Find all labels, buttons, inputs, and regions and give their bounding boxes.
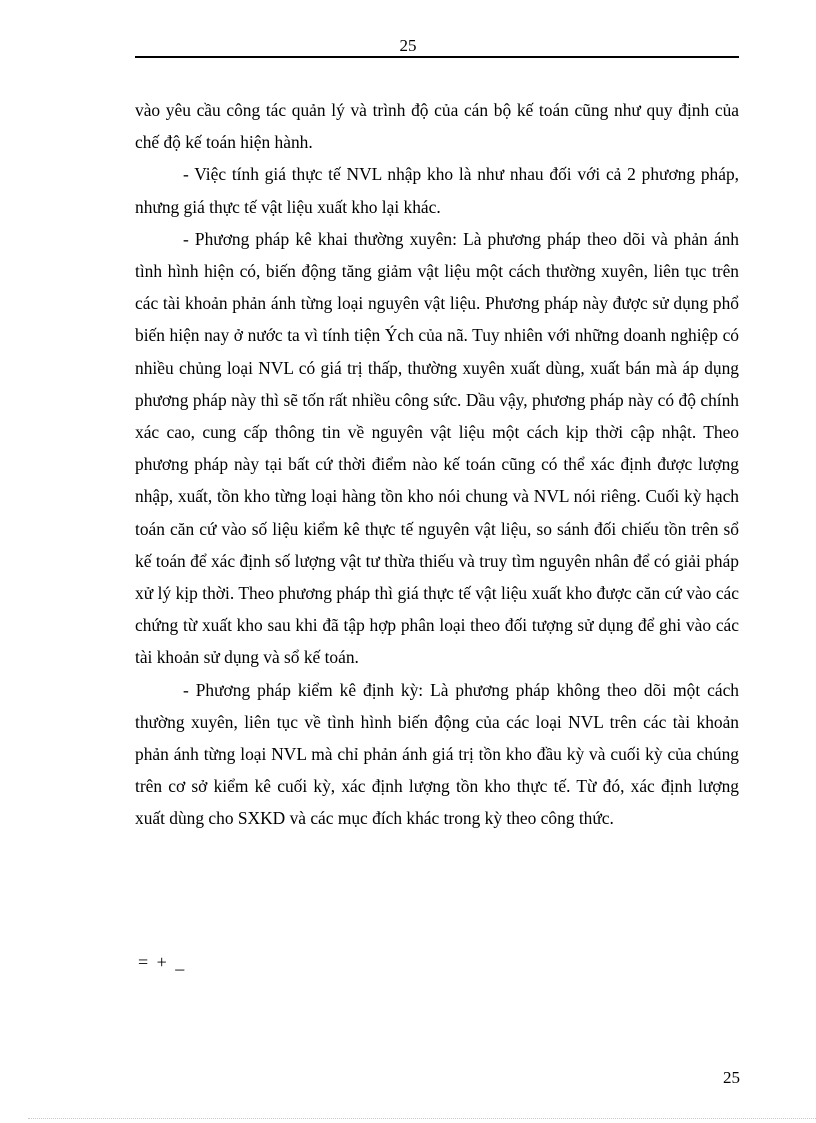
- formula: = + _: [138, 952, 187, 972]
- footer-dotted-line: [28, 1118, 816, 1119]
- document-body: [135, 94, 739, 835]
- paragraph-periodic-method: - Phương pháp kiểm kê định kỳ: Là phương pháp không theo dõi một cách thường xuyên, liên tục về tình hình biến động của các loại NVL trên các tài khoản phản ánh từng loại NVL mà chỉ phản ánh giá trị tồn kho đầu kỳ và cuối kỳ của chúng trên cơ sở kiểm kê cuối kỳ, xác định lượng tồn kho thực tế. Từ đó, xác định lượng xuất dùng cho SXKD và các mục đích khác trong kỳ theo công thức.: [135, 679, 739, 829]
- paragraph-pricing-note: - Việc tính giá thực tế NVL nhập kho là như nhau đối với cả 2 phương pháp, nhưng giá thực tế vật liệu xuất kho lại khác.: [135, 164, 739, 217]
- header-page-number: 25: [399, 36, 417, 55]
- footer-page-number: 25: [723, 1068, 740, 1087]
- paragraph-continuation: vào yêu cầu công tác quản lý và trình độ của cán bộ kế toán cũng như quy định của chế độ kế toán hiện hành.: [135, 100, 739, 153]
- paragraph-perpetual-method: - Phương pháp kê khai thường xuyên: Là phương pháp theo dõi và phản ánh tình hình hiện có, biến động tăng giảm vật liệu một cách thường xuyên, liên tục trên các tài khoản phản ánh từng loại nguyên vật liệu. Phương pháp này được sử dụng phổ biến hiện nay ở nước ta vì tính tiện Ých của nã. Tuy nhiên với những doanh nghiệp có nhiều chủng loại NVL có giá trị thấp, thường xuyên xuất dùng, xuất bán mà áp dụng phương pháp này thì sẽ tốn rất nhiều công sức. Dầu vậy, phương pháp này có độ chính xác cao, cung cấp thông tin về nguyên vật liệu một cách kịp thời cập nhật. Theo phương pháp này tại bất cứ thời điểm nào kế toán cũng có thể xác định được lượng nhập, xuất, tồn kho từng loại hàng tồn kho nói chung và NVL nói riêng. Cuối kỳ hạch toán căn cứ vào số liệu kiểm kê thực tế nguyên vật liệu, so sánh đối chiếu tồn trên sổ kế toán để xác định số lượng vật tư thừa thiếu và truy tìm nguyên nhân để có giải pháp xử lý kịp thời. Theo phương pháp thì giá thực tế vật liệu xuất kho được căn cứ vào các chứng từ xuất kho sau khi đã tập hợp phân loại theo đối tượng sử dụng để ghi vào các tài khoản sử dụng và sổ kế toán.: [135, 228, 739, 668]
- header-rule: [135, 56, 739, 58]
